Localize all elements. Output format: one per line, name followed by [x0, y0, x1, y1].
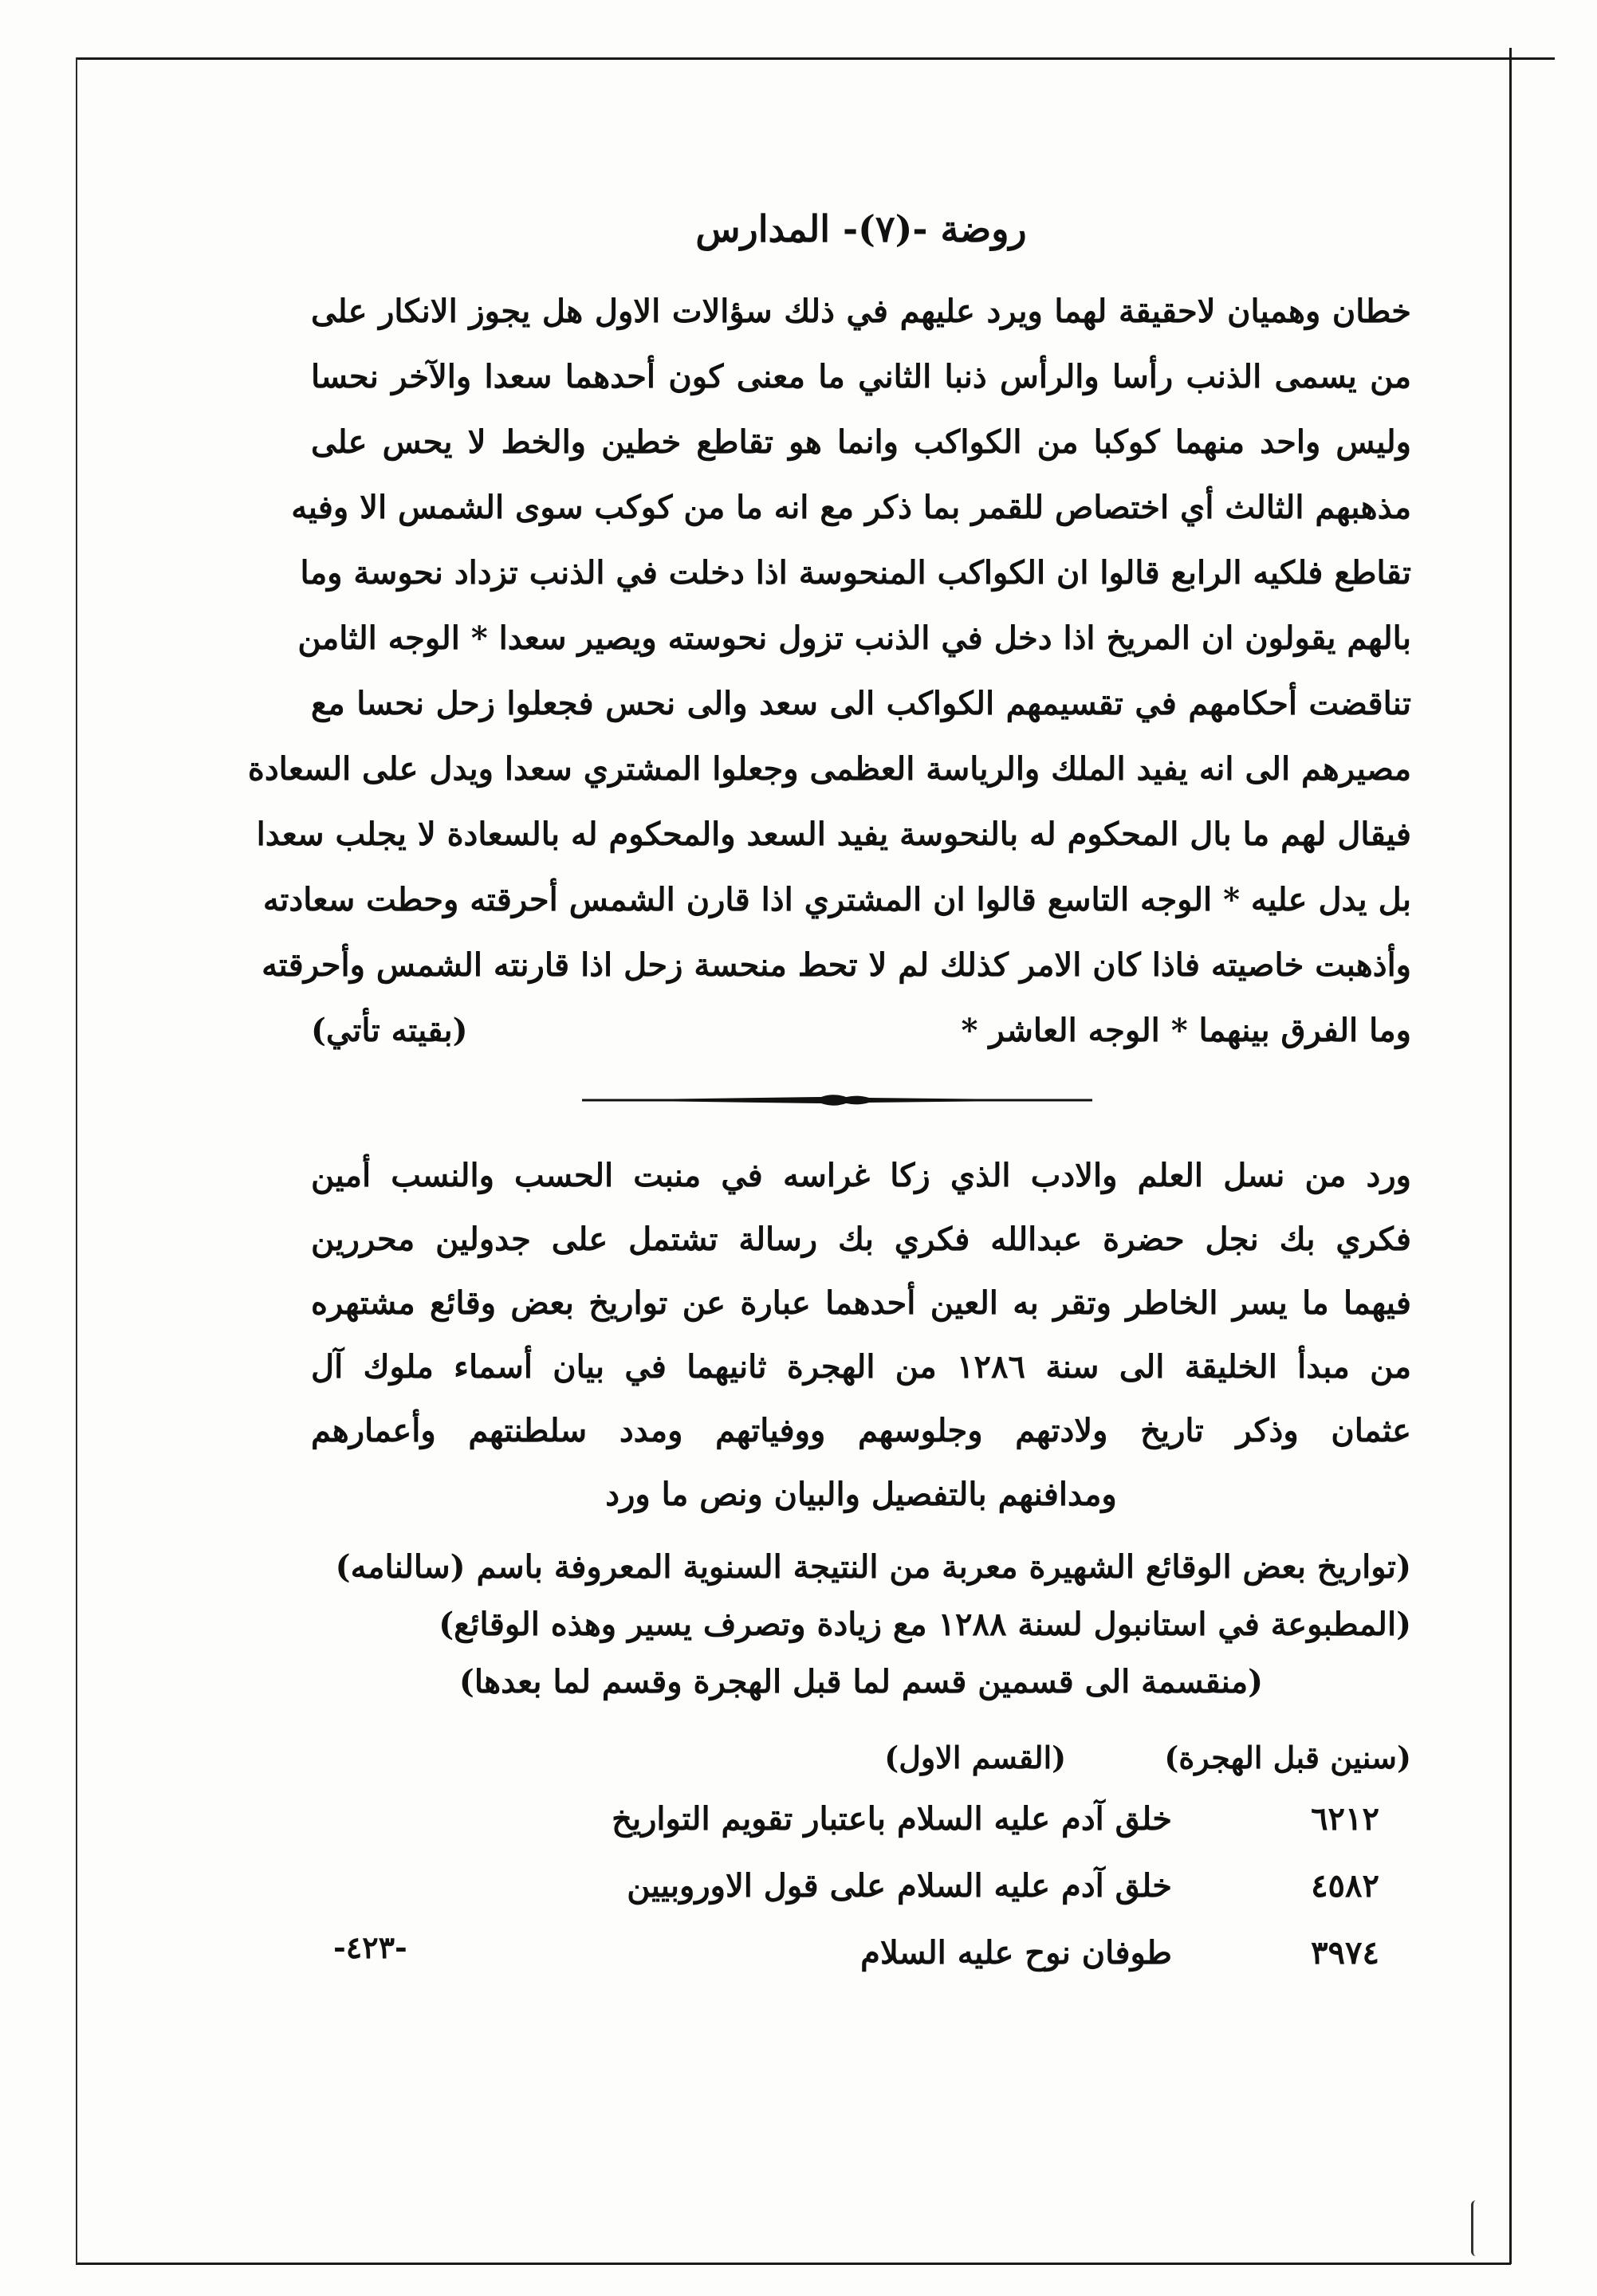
page-border-top [76, 57, 1555, 60]
text-line: فيهما ما يسر الخاطر وتقر به العين أحدهما عبارة عن تواريخ بعض وقائع مشتهره [311, 1284, 1411, 1322]
year-cell: ٣٩٧٤ [1311, 1934, 1379, 1972]
text-line: (المطبوعة في استانبول لسنة ١٢٨٨ مع زيادة وتصرف يسير وهذه الوقائع) [439, 1606, 1411, 1643]
text-line: وليس واحد منهما كوكبا من الكواكب وانما هو تقاطع خطين والخط لا يحس على [311, 423, 1411, 461]
year-cell: ٦٢١٢ [1311, 1800, 1379, 1838]
section-title: (القسم الاول) [884, 1740, 1067, 1775]
text-line: تقاطع فلكيه الرابع قالوا ان الكواكب المنحوسة اذا دخلت في الذنب تزداد نحوسة وما [300, 554, 1411, 592]
continued-note: (بقيته تأتي) [311, 1012, 468, 1049]
text-line: ورد من نسل العلم والادب الذي زكا غراسه في منبت الحسب والنسب أمين [311, 1157, 1411, 1194]
binding-edge-mark [1471, 2200, 1481, 2256]
column-header-years: (سنين قبل الهجرة) [1164, 1740, 1411, 1775]
table-header [311, 1730, 1411, 1786]
paragraph-end-text: وما الفرق بينهما * الوجه العاشر * [961, 1012, 1411, 1049]
text-line: من مبدأ الخليقة الى سنة ١٢٨٦ من الهجرة ثانيهما في بيان أسماء ملوك آل [311, 1348, 1412, 1386]
page-border-left [76, 57, 77, 2264]
text-line-last: ومدافنهم بالتفصيل والبيان ونص ما ورد [605, 1476, 1117, 1513]
text-line-last [311, 998, 1411, 1063]
text-line: (تواريخ بعض الوقائع الشهيرة معربة من النتيجة السنوية المعروفة باسم (سالنامه) [335, 1548, 1411, 1586]
table-row [311, 1786, 1411, 1853]
text-line: عثمان وذكر تاريخ ولادتهم وجلوسهم ووفياتهم ومدد سلطنتهم وأعمارهم [311, 1412, 1411, 1449]
year-cell: ٤٥٨٢ [1311, 1867, 1379, 1905]
chronology-table [311, 1730, 1411, 1987]
text-line: فيقال لهم ما بال المحكوم له بالنحوسة يفيد السعد والمحكوم له بالسعادة لا يجلب سعدا [256, 816, 1411, 853]
table-row [311, 1853, 1411, 1920]
text-line: خطان وهميان لاحقيقة لهما ويرد عليهم في ذلك سؤالات الاول هل يجوز الانكار على [311, 293, 1411, 330]
text-line-last: (منقسمة الى قسمين قسم لما قبل الهجرة وقسم لما بعدها) [458, 1663, 1264, 1700]
text-line: بالهم يقولون ان المريخ اذا دخل في الذنب تزول نحوسته ويصير سعدا * الوجه الثامن [297, 619, 1411, 657]
divider-ornament [582, 1088, 1092, 1112]
text-line: بل يدل عليه * الوجه التاسع قالوا ان المشتري اذا قارن الشمس أحرقته وحطت سعادته [262, 881, 1411, 918]
running-header: روضة -(٧)- المدارس [695, 207, 1027, 250]
page-number: -٤٢٣- [333, 1929, 407, 1965]
table-row [311, 1920, 1411, 1987]
event-cell: خلق آدم عليه السلام على قول الاوروبيين [627, 1867, 1172, 1905]
article-paragraph [247, 279, 1411, 1063]
text-line: فكري بك نجل حضرة عبدالله فكري بك رسالة تشتمل على جدولين محررين [311, 1221, 1411, 1258]
table-intro [311, 1539, 1411, 1711]
page-border-right [1509, 48, 1512, 2264]
text-line: من يسمى الذنب رأسا والرأس ذنبا الثاني ما معنى كون أحدهما سعدا والآخر نحسا [311, 358, 1411, 395]
text-line: مصيرهم الى انه يفيد الملك والرياسة العظمى وجعلوا المشتري سعدا ويدل على السعادة [247, 750, 1411, 788]
event-cell: خلق آدم عليه السلام باعتبار تقويم التواريخ [612, 1800, 1172, 1838]
text-line: مذهبهم الثالث أي اختصاص للقمر بما ذكر مع انه ما من كوكب سوى الشمس الا وفيه [291, 489, 1411, 526]
text-line: وأذهبت خاصيته فاذا كان الامر كذلك لم لا تحط منحسة زحل اذا قارنته الشمس وأحرقته [262, 946, 1411, 984]
event-cell: طوفان نوح عليه السلام [860, 1934, 1172, 1972]
announcement-paragraph [311, 1144, 1411, 1527]
text-line: تناقضت أحكامهم في تقسيمهم الكواكب الى سعد والى نحس فجعلوا زحل نحسا مع [311, 685, 1411, 722]
page-border-bottom [76, 2263, 1511, 2265]
